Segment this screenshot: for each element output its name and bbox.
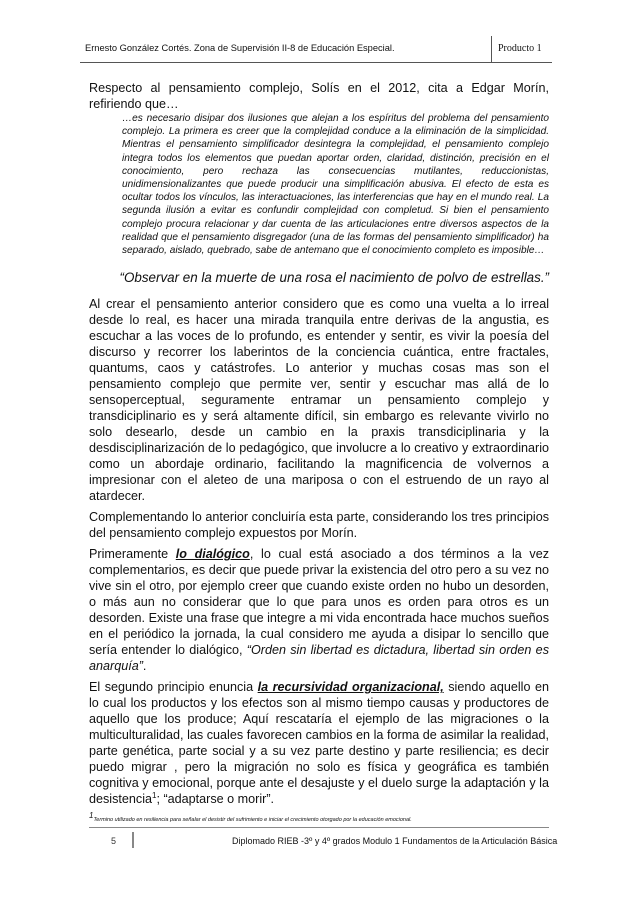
footnote: 1Termino utilizado en resiliencia para señalar el desistir del sufrimiento e iniciar el crecimiento otorgado por la educación emocional. (89, 811, 412, 823)
footer-rule (89, 827, 549, 828)
header-divider (491, 36, 492, 62)
page-number: 5 (111, 836, 117, 846)
term-recursividad: la recursividad organizacional, (257, 680, 444, 695)
page-body (89, 80, 549, 807)
term-dialogico: lo dialógico (175, 547, 250, 562)
paragraph-4: El segundo principio enuncia la recursividad organizacional, siendo aquello en lo cual los productos y los efectos son al mismo tiempo causas y productores de aquello que los produce; Aquí rescataría el ejemplo de las migraciones o la multiculturalidad, las cuales favorecen cambios en la forma de asimilar la realidad, parte genética, parte social y a su vez parte destino y parte resiliencia; es decir puedo migrar , pero la migración no solo es física y geográfica es también cognitiva y emocional, porque ante el desajuste y el duelo surge la adaptación y la desistencia$^1$; “adaptarse o morir”. (89, 680, 550, 807)
footer-divider (132, 832, 134, 848)
morin-quote: …es necesario disipar dos ilusiones que alejan a los espíritus del problema del pensamiento complejo. La primera es creer que la complejidad conduce a la eliminación de la simplicidad. Mientras el pensamiento simplificador desintegra la complejidad, el pensamiento complejo integra todos los elementos que puedan aportar orden, claridad, distinción, precisión en el conocimiento, pero rechaza las consecuencias mutilantes, reduccionistas, unidimensionalizantes que puede producir una simplificación abusiva. El efecto de esta es ocultar todos los vínculos, las interactuaciones, las interferencias que hay en el mundo real. La segunda ilusión a evitar es confundir complejidad con completud. Si bien el pensamiento complejo procura relacionar y dar cuenta de las articulaciones entre diversos aspectos de la realidad que el pensamiento disgregador (una de las formas del pensamiento simplificador) ha separado, aislado, quebrado, sabe de antemano que el conocimiento completo es imposible… (122, 113, 549, 257)
page-header (80, 36, 552, 63)
footnote-ref[interactable]: 1 (152, 791, 157, 801)
paragraph-2: Complementando lo anterior concluiría esta parte, considerando los tres principios del pensamiento complejo expuestos por Morín. (89, 510, 549, 541)
intro-paragraph: Respecto al pensamiento complejo, Solís en el 2012, cita a Edgar Morín, refiriendo que… (89, 81, 549, 111)
header-product: Producto 1 (498, 43, 542, 54)
epigraph: “Observar en la muerte de una rosa el nacimiento de polvo de estrellas.” (119, 270, 549, 286)
footer-text: Diplomado RIEB -3º y 4º grados Modulo 1 Fundamentos de la Articulación Básica (232, 836, 558, 846)
inline-quote: “Orden sin libertad es dictadura, libertad sin orden es anarquía” (89, 643, 549, 674)
paragraph-3: Primeramente lo dialógico, lo cual está asociado a dos términos a la vez complementarios, es decir que puede privar la existencia del otro pero a su vez no vive sin el otro, por ejemplo creer que cuando existe orden no hubo un desorden, o más aun no considerar que lo que para unos es orden para otros es un desorden. Existe una frase que integre a mi vida encontrada hace muchos sueños en el periódico la jornada, la cual considero me ayuda a disipar lo sencillo que sería entender lo dialógico, “Orden sin libertad es dictadura, libertad sin orden es anarquía”. (89, 547, 549, 674)
header-author: Ernesto González Cortés. Zona de Supervisión II-8 de Educación Especial. (85, 43, 395, 53)
paragraph-1: Al crear el pensamiento anterior considero que es como una vuelta a lo irreal desde lo real, es hacer una mirada tranquila entre derivas de la angustia, es escuchar a las voces de lo profundo, es entender y sentir, es vivir la poesía del discurso y recorrer los laberintos de la conciencia cuántica, entre fractales, quantums, caos y catástrofes. Lo anterior y muchas cosas mas son el pensamiento complejo que permite ver, sentir y escuchar mas allá de lo sensoperceptual, seguramente entramar un pensamiento complejo y transdiciplinario es y será altamente difícil, sin embargo es relevante vivirlo no solo desearlo, desde un cambio en la praxis transdiciplinaria y la desdisciplinarización de lo pedagógico, que involucre a lo creativo y extraordinario como un abordaje ordinario, facilitando la magnificencia de volvernos a impresionar con el aleteo de una mariposa o con el estruendo de un rayo al atardecer. (89, 297, 549, 504)
